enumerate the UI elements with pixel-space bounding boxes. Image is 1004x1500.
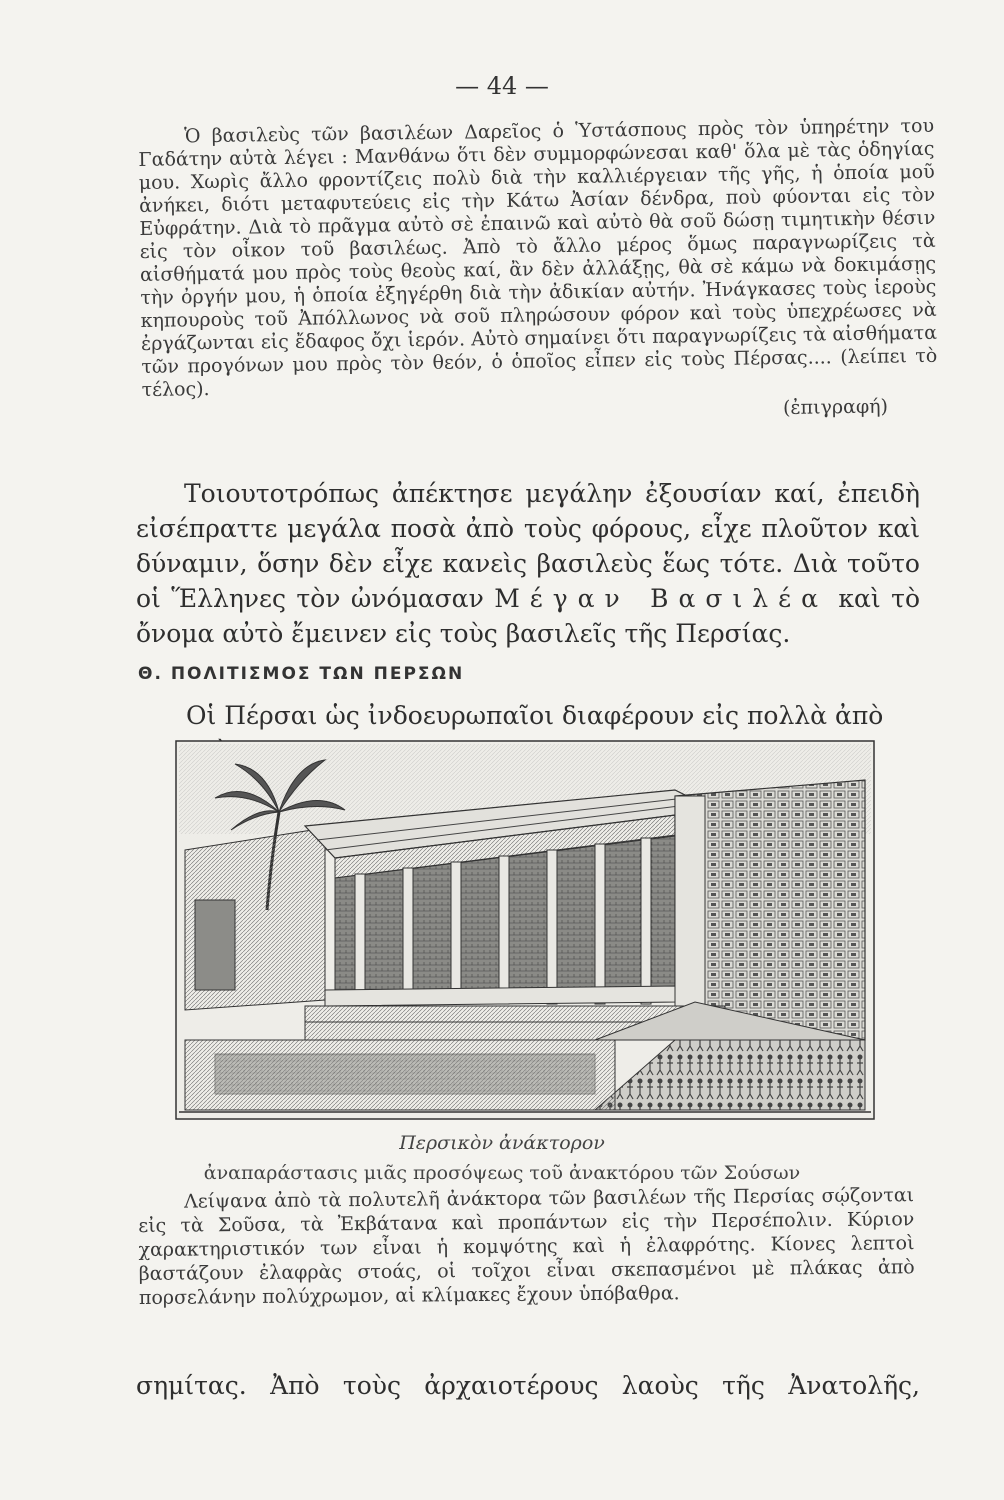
section-intro: Οἱ Πέρσαι ὡς ἰνδοευρωπαῖοι διαφέρουν εἰς πολλὰ ἀπὸ	[186, 701, 884, 730]
final-line: σημίτας. Ἀπὸ τοὺς ἀρχαιοτέρους λαοὺς τῆς Ἀνατολῆς,	[136, 1371, 920, 1400]
palace-engraving	[175, 740, 875, 1120]
figure-subtitle: ἀναπαράστασις μιᾶς προσόψεως τοῦ ἀνακτόρου τῶν Σούσων	[203, 1162, 801, 1184]
persian-palace-illustration	[175, 740, 875, 1120]
main-paragraph	[136, 476, 920, 651]
page-number: — 44 —	[455, 72, 549, 100]
inscription-block	[138, 115, 938, 429]
main-text-before: Τοιουτοτρόπως ἀπέκτησε μεγάλην ἐξουσίαν καί, ἐπειδὴ εἰσέπραττε μεγάλα ποσὰ ἀπὸ τοὺς φόρους, εἶχε πλοῦτον καὶ δύναμιν, ὅσην δὲν εἶχε κανεὶς βασιλεὺς ἕως τότε. Διὰ τοῦτο οἱ Ἕλληνες τὸν ὠνόμασαν	[136, 479, 920, 613]
inscription-text: Ὁ βασιλεὺς τῶν βασιλέων Δαρεῖος ὁ Ὑστάσπους πρὸς τὸν ὑπηρέτην του Γαδάτην αὐτὰ λέγει : Μανθάνω ὅτι δὲν συμμορφώνεσαι καθ' ὅλα μὲ τὰς ὁδηγίας μου. Χωρὶς ἄλλο φροντίζεις πολὺ διὰ τὴν καλλιέργειαν τῆς γῆς, ἡ ὁποία μοῦ ἀνήκει, διότι μεταφυτεύεις εἰς τὴν Κάτω Ἀσίαν δένδρα, ποὺ φύονται εἰς τὸν Εὐφράτην. Διὰ τὸ πρᾶγμα αὐτὸ σὲ ἐπαινῶ καὶ αὐτὸ θὰ σοῦ δώσῃ τιμητικὴν θέσιν εἰς τὸν οἶκον τοῦ βασιλέως. Ἀπὸ τὸ ἄλλο μέρος ὅμως παραγνωρίζεις τὰ αἰσθήματά μου πρὸς τοὺς θεοὺς καί, ἂν δὲν ἀλλάξῃς, θὰ σὲ κάμω νὰ δοκιμάσῃς τὴν ὀργήν μου, ἡ ὁποία ἐξηγέρθη διὰ τὴν ἀδικίαν αὐτήν. Ἠνάγκασες τοὺς ἱεροὺς κηπουροὺς τοῦ Ἀπόλλωνος νὰ σοῦ πληρώσουν φόρον καὶ τοὺς ὑπεχρέωσες νὰ ἐργάζωνται εἰς ἔδαφος ὄχι ἱερόν. Αὐτὸ σημαίνει ὅτι παραγνωρίζεις τὰ αἰσθήματα τῶν προγόνων μου πρὸς τὸν θεόν, ὁ ὁποῖος εἶπεν εἰς τοὺς Πέρσας.... (λείπει τὸ τέλος).	[138, 114, 938, 401]
main-text-emphasis: Μέγαν Βασιλέα	[494, 584, 828, 613]
section-heading: Θ. ΠΟΛΙΤΙΣΜΟΣ ΤΩΝ ΠΕΡΣΩΝ	[138, 664, 465, 684]
figure-description-text: Λείψανα ἀπὸ τὰ πολυτελῆ ἀνάκτορα τῶν βασιλέων τῆς Περσίας σῴζονται εἰς τὰ Σοῦσα, τὰ Ἐκβάτανα καὶ προπάντων εἰς τὴν Περσέπολιν. Κύριον χαρακτηριστικόν των εἶναι ἡ κομψότης καὶ ἡ ἐλαφρότης. Κίονες λεπτοὶ βαστάζουν ἐλαφρὰς στοάς, οἱ τοῖχοι εἶναι σκεπασμένοι μὲ πλάκας ἀπὸ πορσελάνην πολύχρωμον, αἱ κλίμακες ἔχουν ὑπόβαθρα.	[138, 1184, 915, 1309]
figure-description	[138, 1183, 915, 1310]
inscription-source: (ἐπιγραφή)	[782, 395, 889, 420]
main-text-after: καὶ τὸ ὄνομα αὐτὸ ἔμεινεν εἰς τοὺς βασιλεῖς τῆς Περσίας.	[136, 584, 921, 648]
figure-title: Περσικὸν ἀνάκτορον	[399, 1132, 605, 1154]
